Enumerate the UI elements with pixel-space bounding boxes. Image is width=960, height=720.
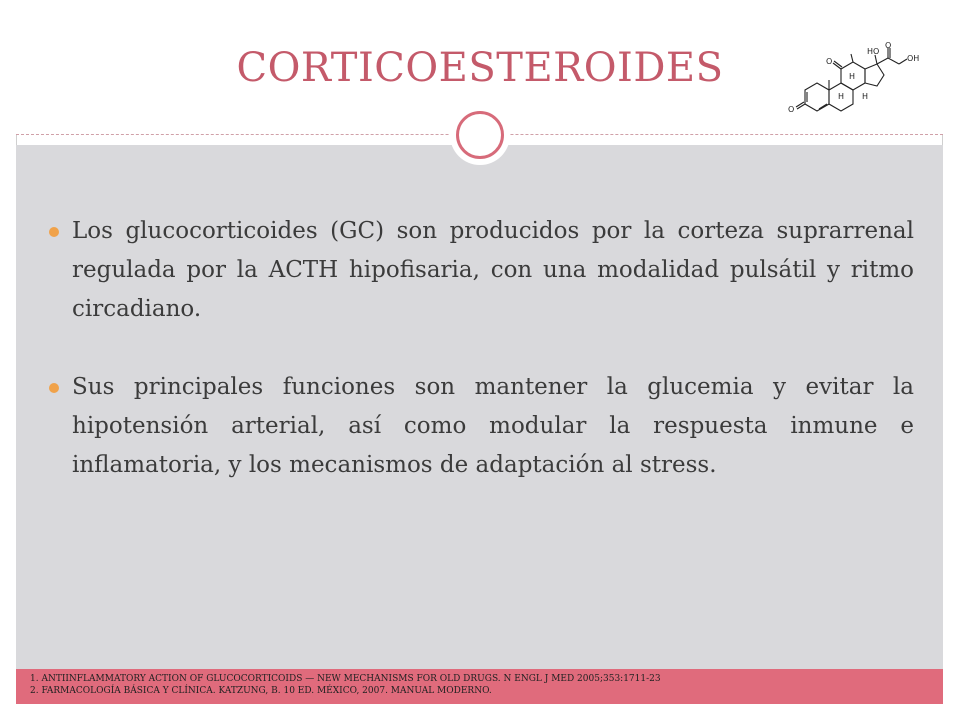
circle-ring-icon	[456, 111, 504, 159]
oxygen-left-label: O	[788, 105, 795, 114]
steroid-structure-icon	[785, 42, 920, 127]
oxygen-top-label: O	[885, 42, 892, 50]
bullet-list	[72, 212, 914, 524]
h-label-2: H	[838, 92, 845, 101]
bullet-item	[72, 212, 914, 329]
bullet-text: Los glucocorticoides (GC) son producidos por la corteza suprarrenal regulada por la ACTH hipofisaria, con una modalidad pulsátil y ritmo circadiano.	[72, 218, 914, 322]
oxygen-ring-label: O	[826, 57, 833, 66]
bullet-text: Sus principales funciones son mantener la glucemia y evitar la hipotensión arterial, así como modular la respuesta inmune e inflamatoria, y los mecanismos de adaptación al stress.	[72, 374, 914, 478]
reference-2: 2. FARMACOLOGÍA BÁSICA Y CLÍNICA. KATZUNG, B. 10 ED. MÉXICO, 2007. MANUAL MODERNO.	[30, 686, 492, 696]
bullet-dot-icon	[49, 383, 59, 393]
ho-label: HO	[867, 47, 880, 56]
bullet-dot-icon	[49, 227, 59, 237]
h-label-1: H	[849, 72, 856, 81]
reference-1: 1. ANTIINFLAMMATORY ACTION OF GLUCOCORTICOIDS — NEW MECHANISMS FOR OLD DRUGS. N ENGL J MED 2005;353:1711-23	[30, 674, 661, 684]
h-label-3: H	[862, 92, 869, 101]
oh-label: OH	[907, 54, 920, 63]
slide-title: CORTICOESTEROIDES	[236, 45, 724, 91]
bullet-item	[72, 368, 914, 485]
